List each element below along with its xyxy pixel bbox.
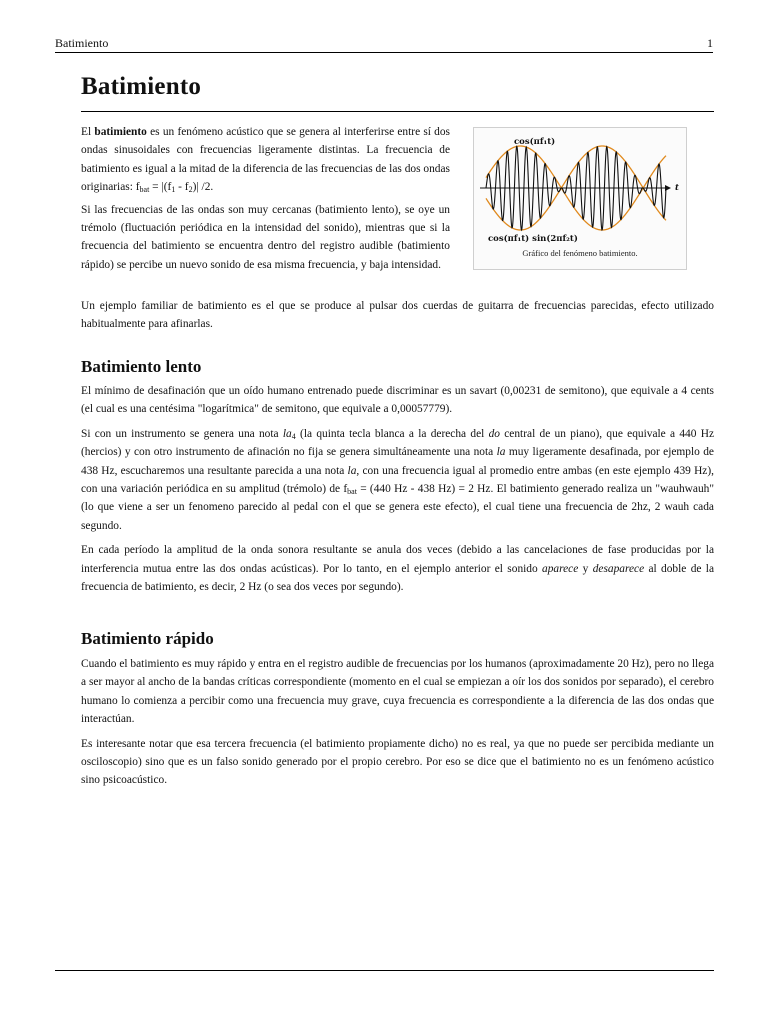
page-title: Batimiento xyxy=(81,73,202,100)
footer-rule xyxy=(55,970,714,971)
lento-paragraph-1: El mínimo de desafinación que un oído humano entrenado puede discriminar es un savart (0,00231 de semitono), que equivale a 4 cents (el cual es una centésima "logarítmica" de semitono, que equivale a 0,00057779). xyxy=(81,385,714,416)
lento-paragraph-3: En cada período la amplitud de la onda sonora resultante se anula dos veces (debido a las cancelaciones de fase producidas por la interferencia mutua entre las dos ondas acústicas). Por lo tanto, en el ejemplo anterior el sonido aparece y desaparece al doble de la frecuencia de batimiento, es decir, 2 Hz (o sea dos veces por segundo). xyxy=(81,544,715,594)
intro-paragraph-2: Si las frecuencias de las ondas son muy cercanas (batimiento lento), se oye un trémolo (fluctuación periódica en la intensidad del sonido), mientras que si la frecuencia del batimiento se encuentra dentro del registro audible (batimiento rápido) se percibe un nuevo sonido de esa misma frecuencia, y baja intensidad. xyxy=(81,203,450,271)
intro-paragraph-1: El batimiento es un fenómeno acústico que se genera al interferirse entre sí dos ondas sinusoidales con frecuencias ligeramente distintas. La frecuencia de batimiento es igual a la mitad de la diferencia de las frecuencias de las dos ondas originarias: $f_{bat} = |(f_1 - f_2)|$ /2. xyxy=(81,126,450,195)
section-lento-body xyxy=(81,382,714,596)
section-rapido-body xyxy=(81,655,714,790)
lento-paragraph-2: Si con un instrumento se genera una nota $la_4$ (la quinta tecla blanca a la derecha del do central de un piano), que equivale a 440 Hz (hercios) y con otro instrumento de afinación no fija se genera simultáneamente una nota la muy ligeramente desafinada, por ejemplo de 438 Hz, escucharemos una resultante parecida a una nota la, con una frecuencia igual al promedio entre ambas (en este ejemplo 439 Hz), con una variación periódica en su amplitud (trémolo) de $f_{bat} = (440$ Hz - 438 Hz) = 2 Hz. El batimiento generado realiza un "wauhwauh"(lo que viene a ser un fenomeno parecido al pedal con el que se genera este efecto), el cual tiene una frecuencia de 2hz, 2 wauh cada segundo. xyxy=(81,427,715,532)
label-envelope: cos(πf₁t) xyxy=(514,137,556,147)
title-rule xyxy=(81,111,714,112)
label-time-axis: t xyxy=(675,183,679,193)
beat-figure xyxy=(473,127,687,270)
page-number: 1 xyxy=(707,36,713,50)
running-title: Batimiento xyxy=(55,36,109,50)
intro-paragraph-3-block xyxy=(81,297,714,334)
label-beat-wave: cos(πf₁t) sin(2πf₂t) xyxy=(488,234,578,244)
figure-caption: Gráfico del fenómeno batimiento. xyxy=(522,248,638,258)
term-batimiento: batimiento xyxy=(94,126,147,138)
heading-batimiento-rapido: Batimiento rápido xyxy=(81,629,214,648)
heading-batimiento-lento: Batimiento lento xyxy=(81,357,202,376)
intro-paragraph-3: Un ejemplo familiar de batimiento es el que se produce al pulsar dos cuerdas de guitarra de frecuencias parecidas, efecto utilizado habitualmente para afinarlas. xyxy=(81,300,714,331)
running-header xyxy=(55,36,713,53)
rapido-paragraph-2: Es interesante notar que esa tercera frecuencia (el batimiento propiamente dicho) no es real, ya que no puede ser percibida mediante un osciloscopio) sino que es un falso sonido generado por el propio cerebro. Por eso se dice que el batimiento no es un fenómeno acústico sino psicoacústico. xyxy=(81,737,714,787)
rapido-paragraph-1: Cuando el batimiento es muy rápido y entra en el registro audible de frecuencias por los humanos (aproximadamente 20 Hz), pero no llega a ser mayor al ancho de la bandas críticas correspondiente (momento en el cual se empiezan a oír los dos sonidos por separado), el cerebro humano lo comienza a percibir como una frecuencia muy grave, cuya frecuencia es correspondiente a la diferencia de las dos ondas que interactúan. xyxy=(81,658,714,726)
intro-column xyxy=(81,123,450,274)
